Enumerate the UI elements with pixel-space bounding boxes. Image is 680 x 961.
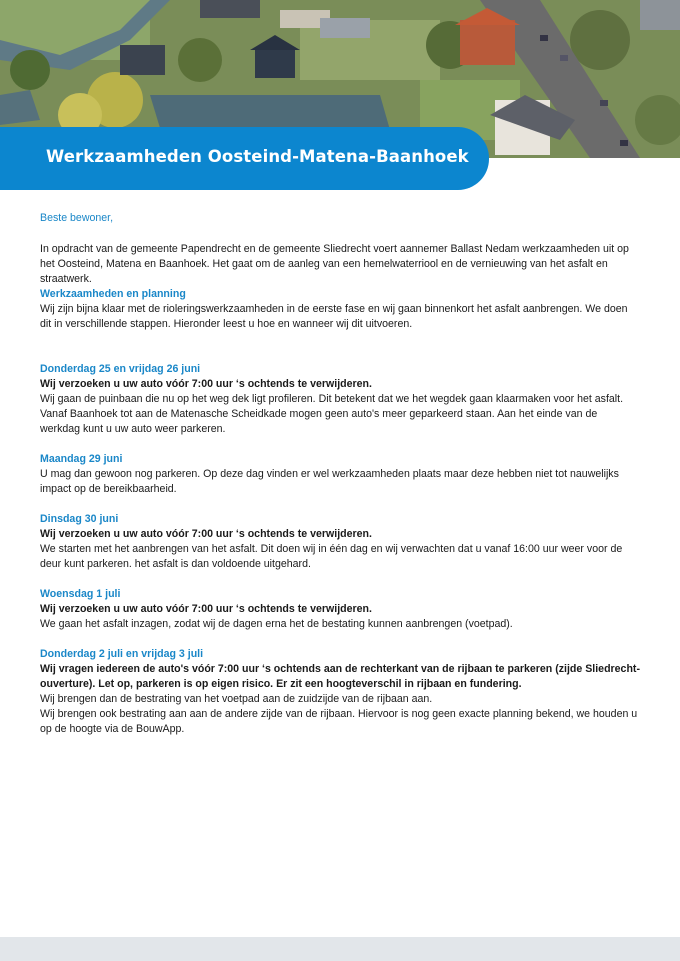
day-heading: Maandag 29 juni: [40, 453, 123, 465]
day-text: Wij gaan de puinbaan die nu op het weg dek ligt profileren. Dit betekent dat we het wegdek gaan klaarmaken voor het asfalt. Vanaf Baanhoek tot aan de Matenasche Scheidkade mogen geen auto's meer geparkeerd staan. Aan het einde van de werkdag kunt u uw auto weer parkeren.: [40, 393, 624, 435]
title-banner: [0, 127, 489, 190]
planning-heading: Werkzaamheden en planning: [40, 288, 186, 300]
day-instruction: Wij verzoeken u uw auto vóór 7:00 uur ‘s ochtends te verwijderen.: [40, 528, 372, 540]
letter-body: [40, 211, 640, 737]
day-instruction: Wij vragen iedereen de auto's vóór 7:00 uur ‘s ochtends aan de rechterkant van de rijbaan te parkeren (zijde Sliedrecht-ouverture). Let op, parkeren is op eigen risico. Er zit een hoogteverschil in rijbaan en fundering.: [40, 663, 640, 690]
day-heading: Woensdag 1 juli: [40, 588, 121, 600]
day-text: Wij brengen dan de bestrating van het voetpad aan de zuidzijde van de rijbaan aan.: [40, 693, 433, 705]
day-text: We starten met het aanbrengen van het asfalt. Dit doen wij in één dag en wij verwachten dat u vanaf 16:00 uur weer voor de deur kunt parkeren. het asfalt is dan voldoende uitgehard.: [40, 543, 623, 570]
greeting: Beste bewoner,: [40, 212, 114, 224]
day-section: [40, 587, 640, 632]
footer-bar: [0, 937, 680, 961]
day-text: We gaan het asfalt inzagen, zodat wij de dagen erna het de bestating kunnen aanbrengen (voetpad).: [40, 618, 513, 630]
closing-paragraph: Wij brengen ook bestrating aan aan de andere zijde van de rijbaan. Hiervoor is nog geen exacte planning bekend, we houden u op de hoogte via de BouwApp.: [40, 708, 638, 735]
page-title: Werkzaamheden Oosteind-Matena-Baanhoek: [46, 147, 469, 166]
day-heading: Dinsdag 30 juni: [40, 513, 119, 525]
day-section: [40, 452, 640, 497]
day-instruction: Wij verzoeken u uw auto vóór 7:00 uur ‘s ochtends te verwijderen.: [40, 378, 372, 390]
day-heading: Donderdag 2 juli en vrijdag 3 juli: [40, 648, 204, 660]
day-instruction: Wij verzoeken u uw auto vóór 7:00 uur ‘s ochtends te verwijderen.: [40, 603, 372, 615]
day-heading: Donderdag 25 en vrijdag 26 juni: [40, 363, 201, 375]
day-section: [40, 512, 640, 572]
day-section: [40, 362, 640, 437]
intro-paragraph: In opdracht van de gemeente Papendrecht en de gemeente Sliedrecht voert aannemer Ballast Nedam werkzaamheden uit op het Oosteind, Matena en Baanhoek. Het gaat om de aanleg van een hemelwaterriool en de vernieuwing van het asfalt en straatwerk.: [40, 243, 629, 285]
planning-paragraph: Wij zijn bijna klaar met de rioleringswerkzaamheden in de eerste fase en wij gaan binnenkort het asfalt aanbrengen. We doen dit in verschillende stappen. Hieronder leest u hoe en wanneer wij dit uitvoeren.: [40, 303, 628, 330]
day-text: U mag dan gewoon nog parkeren. Op deze dag vinden er wel werkzaamheden plaats maar deze hebben niet tot nauwelijks impact op de bereikbaarheid.: [40, 468, 619, 495]
day-section: [40, 647, 640, 707]
